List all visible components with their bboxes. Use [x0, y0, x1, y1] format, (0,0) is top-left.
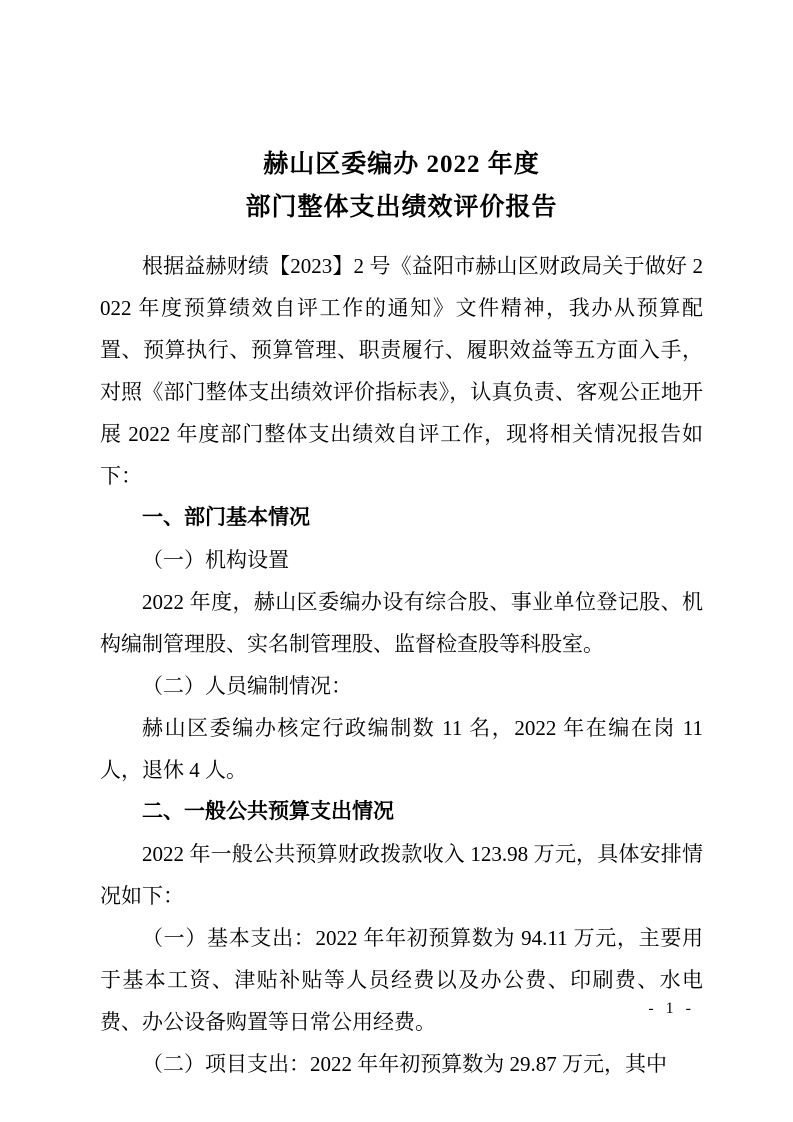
- document-title-line2: 部门整体支出绩效评价报告: [245, 194, 558, 221]
- paragraph: 根据益赫财绩【2023】2 号《益阳市赫山区财政局关于做好 2022 年度预算绩效自评工作的通知》文件精神，我办从预算配置、预算执行、预算管理、职责履行、履职效益等五方面入手，对照《部门整体支出绩效评价指标表》，认真负责、客观公正地开展 2022 年度部门整体支出绩效自评工作，现将相关情况报告如下：: [100, 254, 703, 488]
- document-title-line1: 赫山区委编办 2022 年度: [263, 151, 540, 178]
- page-number: - 1 -: [648, 1000, 695, 1017]
- paragraph: （二）人员编制情况：: [142, 674, 352, 698]
- paragraph: 2022 年一般公共预算财政拨款收入 123.98 万元，具体安排情况如下：: [100, 842, 703, 908]
- paragraph: 赫山区委编办核定行政编制数 11 名，2022 年在编在岗 11 人，退休 4 人。: [100, 716, 703, 782]
- paragraph: （一）机构设置: [142, 548, 289, 572]
- document-body: [100, 245, 703, 1085]
- paragraph: （一）基本支出：2022 年年初预算数为 94.11 万元，主要用于基本工资、津贴补贴等人员经费以及办公费、印刷费、水电费、办公设备购置等日常公用经费。: [100, 926, 703, 1034]
- paragraph: （二）项目支出：2022 年年初预算数为 29.87 万元，其中: [142, 1052, 667, 1076]
- section-heading: 一、部门基本情况: [142, 506, 310, 529]
- section-heading: 二、一般公共预算支出情况: [142, 800, 394, 823]
- paragraph: 2022 年度，赫山区委编办设有综合股、事业单位登记股、机构编制管理股、实名制管理股、监督检查股等科股室。: [100, 590, 703, 656]
